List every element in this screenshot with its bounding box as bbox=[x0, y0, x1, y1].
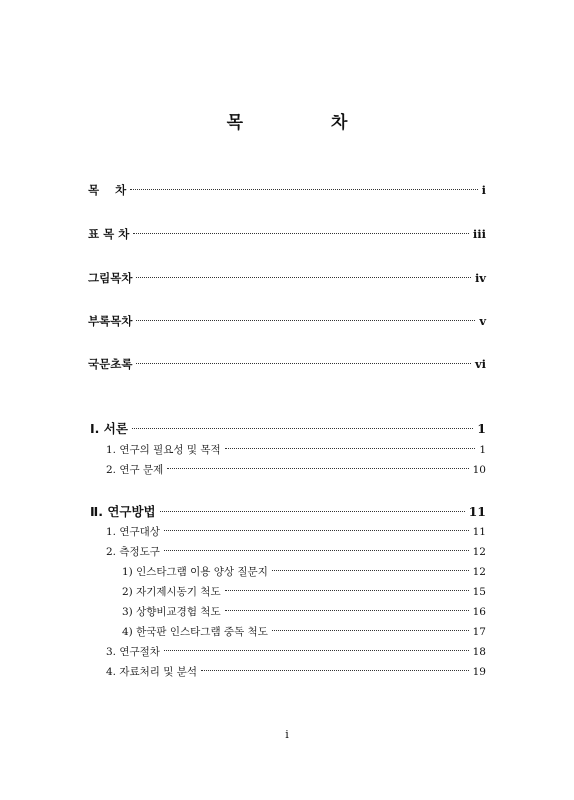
dot-leader bbox=[136, 320, 475, 321]
dot-leader bbox=[133, 233, 469, 234]
toc-chapter-page: 1 bbox=[477, 421, 486, 436]
toc-section[interactable] bbox=[106, 442, 486, 457]
dot-leader bbox=[164, 530, 469, 531]
toc-entry-label: 표 목 차 bbox=[88, 227, 130, 241]
toc-section[interactable] bbox=[106, 644, 486, 659]
toc-section-label: 1. 연구대상 bbox=[106, 526, 160, 538]
toc-subsection-page: 12 bbox=[472, 566, 486, 578]
toc-entry-tables[interactable] bbox=[88, 226, 486, 242]
toc-entry-page: iii bbox=[472, 227, 486, 241]
toc-section-page: 19 bbox=[472, 666, 486, 678]
dot-leader bbox=[164, 650, 469, 651]
toc-entry-appendices[interactable] bbox=[88, 313, 486, 329]
title-char-2: 차 bbox=[331, 113, 348, 133]
dot-leader bbox=[167, 468, 468, 469]
toc-entry-figures[interactable] bbox=[88, 270, 486, 286]
toc-section-label: 2. 연구 문제 bbox=[106, 464, 164, 476]
toc-chapter-1[interactable] bbox=[90, 419, 486, 437]
toc-section-page: 11 bbox=[472, 526, 486, 538]
toc-entry-page: i bbox=[481, 183, 486, 197]
toc-chapter-label: Ⅰ. 서론 bbox=[90, 421, 128, 436]
toc-section[interactable] bbox=[106, 462, 486, 477]
toc-section-page: 1 bbox=[479, 444, 486, 456]
toc-subsection-label: 4) 한국판 인스타그램 중독 척도 bbox=[122, 626, 268, 638]
toc-subsection-page: 16 bbox=[472, 606, 486, 618]
toc-section-label: 1. 연구의 필요성 및 목적 bbox=[106, 444, 221, 456]
toc-subsection-label: 2) 자기제시동기 척도 bbox=[122, 586, 221, 598]
dot-leader bbox=[136, 363, 471, 364]
toc-section[interactable] bbox=[106, 544, 486, 559]
toc-subsection-page: 17 bbox=[472, 626, 486, 638]
toc-subsection-label: 3) 상향비교경험 척도 bbox=[122, 606, 221, 618]
toc-chapter-page: 11 bbox=[468, 504, 486, 519]
dot-leader bbox=[272, 630, 469, 631]
dot-leader bbox=[132, 428, 473, 429]
toc-section-label: 2. 측정도구 bbox=[106, 546, 160, 558]
toc-entry-abstract[interactable] bbox=[88, 356, 486, 372]
toc-section[interactable] bbox=[106, 664, 486, 679]
toc-section-page: 10 bbox=[472, 464, 486, 476]
toc-section-label: 4. 자료처리 및 분석 bbox=[106, 666, 198, 678]
toc-subsection[interactable] bbox=[122, 624, 486, 639]
page-number: i bbox=[285, 728, 289, 741]
dot-leader bbox=[160, 511, 465, 512]
dot-leader bbox=[130, 189, 477, 190]
page-title bbox=[0, 108, 574, 133]
title-char-1: 목 bbox=[226, 113, 243, 133]
toc-section-page: 18 bbox=[472, 646, 486, 658]
toc-subsection[interactable] bbox=[122, 604, 486, 619]
dot-leader bbox=[164, 550, 469, 551]
dot-leader bbox=[225, 448, 476, 449]
toc-subsection[interactable] bbox=[122, 584, 486, 599]
toc-entry-page: iv bbox=[474, 271, 486, 285]
toc-entry-label: 국문초록 bbox=[88, 357, 133, 371]
toc-section-page: 12 bbox=[472, 546, 486, 558]
toc-entry-label: 목 차 bbox=[88, 183, 127, 197]
toc-entry-page: vi bbox=[474, 357, 486, 371]
toc-subsection-label: 1) 인스타그램 이용 양상 질문지 bbox=[122, 566, 268, 578]
toc-section[interactable] bbox=[106, 524, 486, 539]
toc-entry-contents[interactable] bbox=[88, 182, 486, 198]
toc-section-label: 3. 연구절차 bbox=[106, 646, 160, 658]
toc-entry-page: v bbox=[479, 314, 486, 328]
dot-leader bbox=[225, 590, 469, 591]
toc-chapter-2[interactable] bbox=[90, 502, 486, 520]
toc-subsection[interactable] bbox=[122, 564, 486, 579]
toc-subsection-page: 15 bbox=[472, 586, 486, 598]
toc-entry-label: 그림목차 bbox=[88, 271, 133, 285]
dot-leader bbox=[136, 277, 471, 278]
toc-entry-label: 부록목차 bbox=[88, 314, 133, 328]
toc-chapter-label: Ⅱ. 연구방법 bbox=[90, 504, 156, 519]
dot-leader bbox=[272, 570, 469, 571]
dot-leader bbox=[201, 670, 469, 671]
dot-leader bbox=[225, 610, 469, 611]
